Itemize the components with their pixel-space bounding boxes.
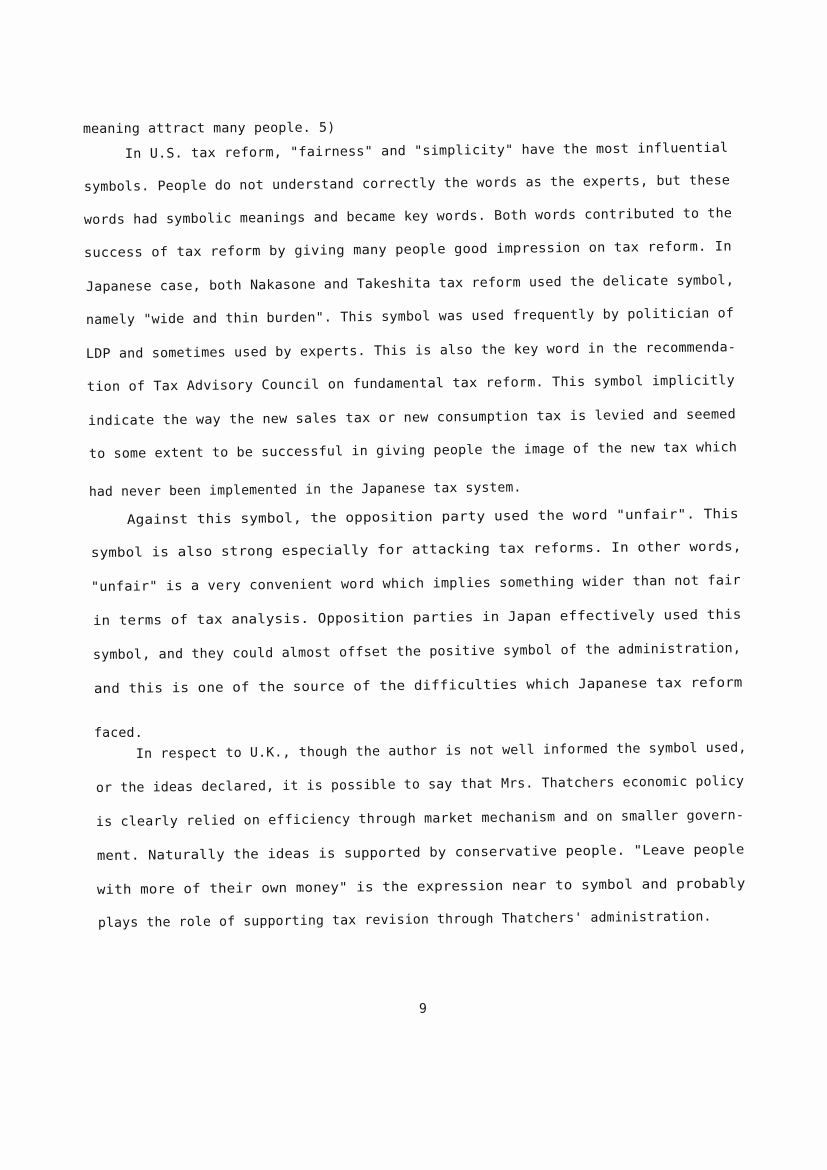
text-line: faced. [94, 726, 143, 741]
text-line: had never been implemented in the Japanese tax system. [88, 480, 522, 500]
text-line: tion of Tax Advisory Council on fundamental tax reform. This symbol implicitly [86, 373, 735, 395]
text-line: Japanese case, both Nakasone and Takeshita tax reform used the delicate symbol, [85, 273, 735, 295]
text-line: ment. Naturally the ideas is supported by conservative people. "Leave people [96, 842, 745, 864]
page-number: 9 [419, 1002, 427, 1017]
text-line: with more of their own money" is the expression near to symbol and probably [96, 876, 746, 898]
text-line: is clearly relied on efficiency through market mechanism and on smaller govern- [95, 808, 745, 830]
text-line: meaning attract many people. 5) [82, 120, 336, 137]
text-line: and this is one of the source of the difficulties which Japanese tax reform [93, 675, 743, 697]
text-line: symbol, and they could almost offset the positive symbol of the administration, [92, 641, 742, 663]
text-line: symbols. People do not understand correctly the words as the experts, but these [83, 173, 731, 195]
text-line: success of tax reform by giving many people good impression on tax reform. In [83, 239, 732, 261]
text-line: to some extent to be successful in giving people the image of the new tax which [88, 440, 738, 462]
text-line: symbol is also strong especially for attacking tax reforms. In other words, [90, 539, 742, 561]
text-line: LDP and sometimes used by experts. This is also the key word in the recommenda- [85, 340, 737, 362]
text-line: or the ideas declared, it is possible to say that Mrs. Thatchers economic policy [95, 774, 745, 796]
text-line: Against this symbol, the opposition party used the word "unfair". This [126, 507, 739, 528]
text-line: In respect to U.K., though the author is not well informed the symbol used, [135, 740, 747, 762]
text-line: in terms of tax analysis. Opposition parties in Japan effectively used this [92, 607, 742, 629]
text-line: words had symbolic meanings and became key words. Both words contributed to the [83, 206, 733, 228]
text-line: In U.S. tax reform, "fairness" and "simplicity" have the most influential [124, 140, 729, 162]
text-line: plays the role of supporting tax revision through Thatchers' administration. [97, 909, 712, 931]
text-line: indicate the way the new sales tax or new consumption tax is levied and seemed [87, 407, 736, 429]
text-line: "unfair" is a very convenient word which implies something wider than not fair [90, 573, 741, 595]
text-line: namely "wide and thin burden". This symbol was used frequently by politician of [85, 306, 735, 328]
